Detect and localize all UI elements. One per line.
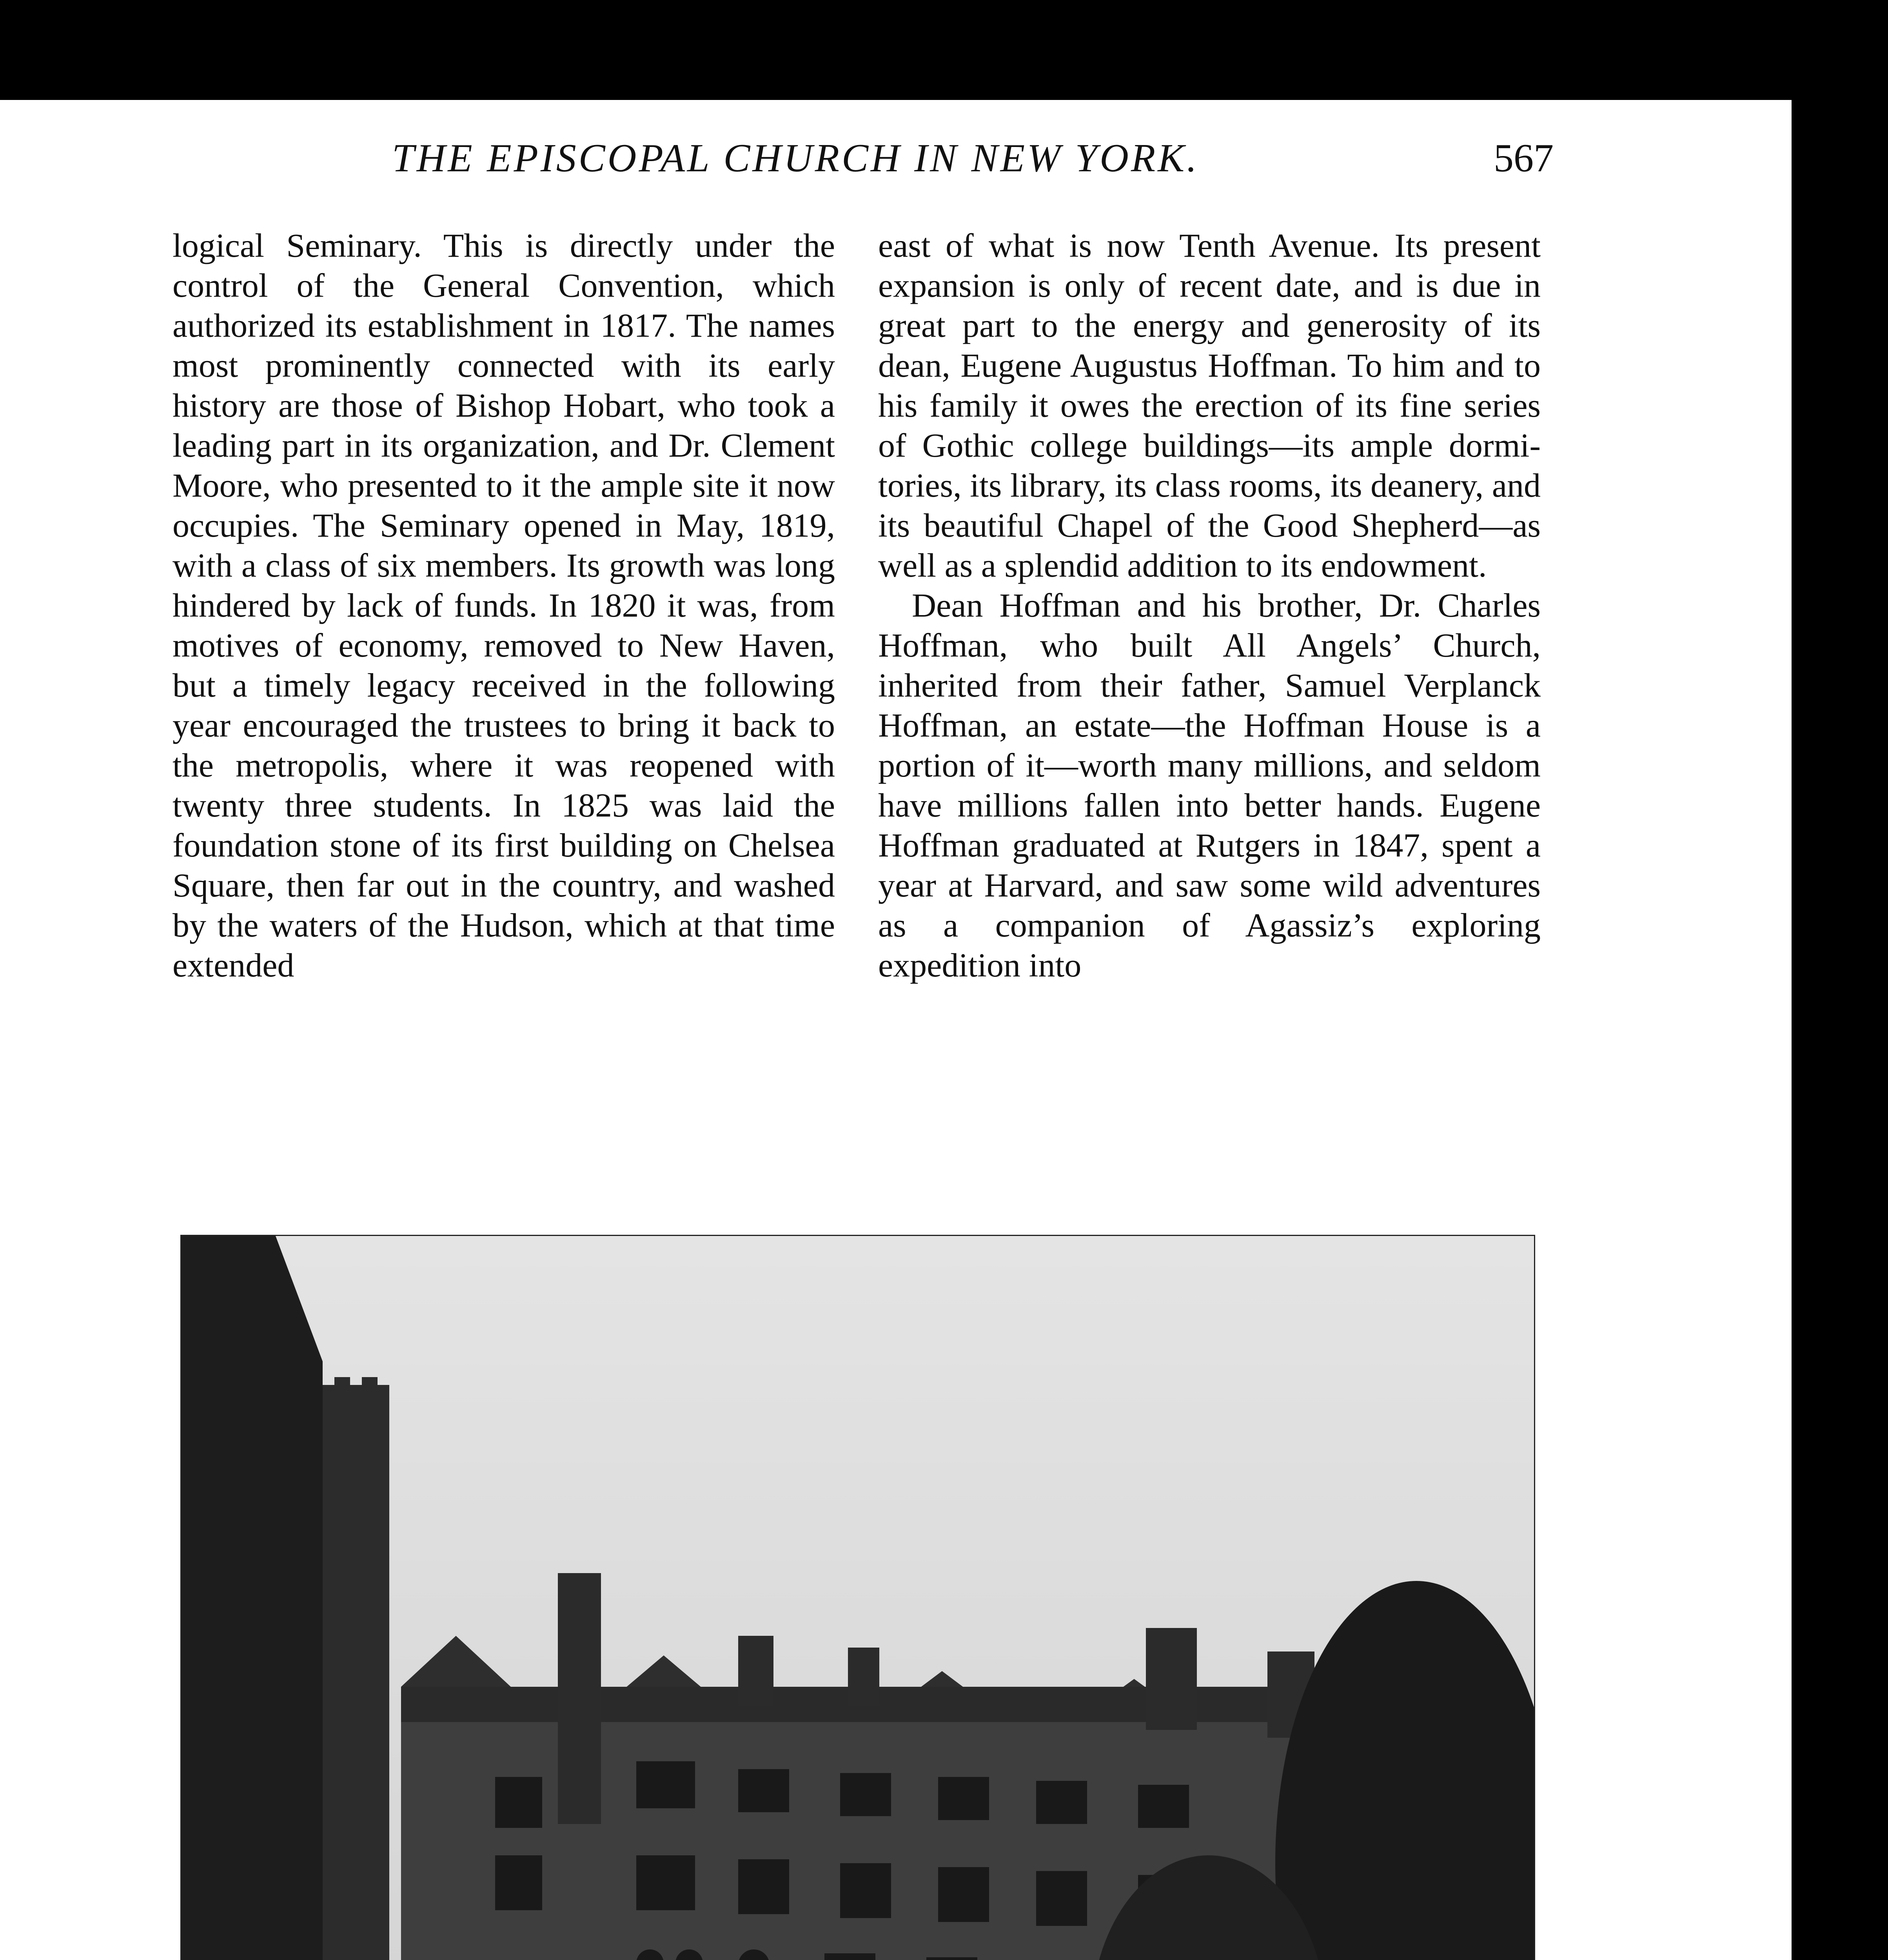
facing-page-edge	[0, 100, 82, 1960]
page-header	[0, 135, 1888, 190]
paragraph: Dean Hoffman and his brother, Dr. Charles Hoffman, who built All Angels’ Church, inherited from their father, Samuel Verplanck Hoffman, an estate—the Hoffman House is a portion of it—worth many millions, and seldom have millions fallen into better hands. Eugene Hoffman graduated at Rutgers in 1847, spent a year at Harvard, and saw some wild adventures as a companion of Agassiz’s exploring expedition into	[878, 586, 1541, 984]
paragraph: east of what is now Tenth Avenue. Its present expansion is only of recent date, and is due in great part to the energy and generosity of its dean, Eugene Augustus Hoffman. To him and to his family it owes the erection of its fine series of Gothic college buildings—its ample dormitories, its library, its class rooms, its deanery, and its beautiful Chapel of the Good Shepherd—as well as a splendid addition to its endowment.	[878, 227, 1541, 584]
seminary-photograph-drawing	[182, 1236, 1534, 1960]
text-column-right	[878, 225, 1541, 1292]
running-head: THE EPISCOPAL CHURCH IN NEW YORK.	[392, 136, 1199, 180]
paragraph: logical Seminary. This is directly under the control of the General Convention, which authorized its establishment in 1817. The names most prominently connected with its early history are those of Bishop Hobart, who took a leading part in its organization, and Dr. Clement Moore, who presented to it the ample site it now occupies. The Seminary opened in May, 1819, with a class of six members. Its growth was long hindered by lack of funds. In 1820 it was, from motives of economy, removed to New Haven, but a timely legacy received in the following year encouraged the trustees to bring it back to the metropolis, where it was reopened with twenty three students. In 1825 was laid the foundation stone of its first building on Chelsea Square, then far out in the country, and washed by the waters of the Hudson, which at that time extended	[172, 227, 835, 984]
seminary-photograph	[180, 1235, 1535, 1960]
page-number: 567	[1494, 136, 1554, 180]
text-column-left	[172, 225, 835, 1292]
